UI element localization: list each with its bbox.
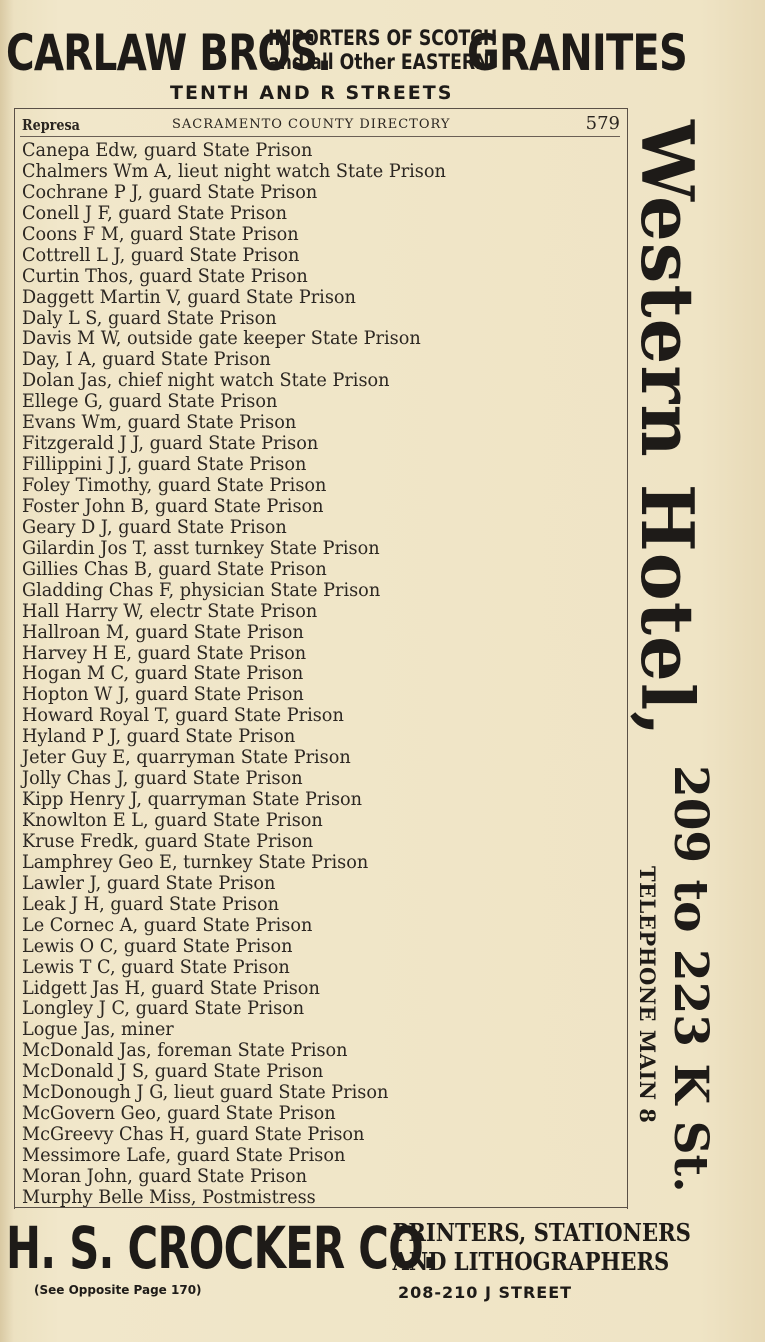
directory-entry: Canepa Edw, guard State Prison bbox=[22, 139, 313, 161]
directory-entry: Hopton W J, guard State Prison bbox=[22, 683, 304, 706]
directory-entry: Gillies Chas B, guard State Prison bbox=[22, 557, 327, 580]
directory-entry: McDonough J G, lieut guard State Prison bbox=[22, 1081, 389, 1104]
directory-entry: Coons F M, guard State Prison bbox=[22, 222, 299, 245]
directory-entry: Jeter Guy E, quarryman State Prison bbox=[22, 746, 351, 769]
directory-entry: Davis M W, outside gate keeper State Prison bbox=[22, 327, 421, 350]
top-ad-line2: and all Other EASTERN bbox=[268, 50, 490, 74]
directory-entry: McGovern Geo, guard State Prison bbox=[22, 1102, 336, 1125]
bottom-ad-line1: PRINTERS, STATIONERS bbox=[392, 1218, 691, 1247]
bottom-ad-line2: AND LITHOGRAPHERS bbox=[392, 1247, 670, 1276]
directory-entry: McDonald J S, guard State Prison bbox=[22, 1060, 324, 1083]
directory-entry: McDonald Jas, foreman State Prison bbox=[22, 1039, 348, 1062]
directory-entry: Dolan Jas, chief night watch State Prison bbox=[22, 369, 390, 392]
side-ad-address: 209 to 223 K St. bbox=[663, 765, 718, 1193]
directory-entry: Hall Harry W, electr State Prison bbox=[22, 599, 318, 622]
directory-entry: Kipp Henry J, quarryman State Prison bbox=[22, 788, 363, 811]
bottom-ad-brand: H. S. CROCKER CO. bbox=[6, 1214, 438, 1282]
directory-entry: Foster John B, guard State Prison bbox=[22, 494, 324, 517]
directory-entry: Hallroan M, guard State Prison bbox=[22, 620, 304, 643]
directory-entry: Messimore Lafe, guard State Prison bbox=[22, 1144, 346, 1166]
side-ad-hotel-name: Western Hotel, bbox=[625, 120, 710, 738]
directory-entry: Knowlton E L, guard State Prison bbox=[22, 809, 323, 831]
directory-entry: Ellege G, guard State Prison bbox=[22, 390, 278, 413]
bottom-ad-note: (See Opposite Page 170) bbox=[34, 1283, 202, 1297]
side-ad-hotel bbox=[625, 108, 716, 748]
directory-entry: Lewis O C, guard State Prison bbox=[22, 934, 293, 957]
directory-entry: Curtin Thos, guard State Prison bbox=[22, 264, 308, 287]
directory-entry: Evans Wm, guard State Prison bbox=[22, 411, 297, 434]
directory-entry: McGreevy Chas H, guard State Prison bbox=[22, 1123, 365, 1146]
directory-entry: Geary D J, guard State Prison bbox=[22, 515, 287, 538]
bottom-rule bbox=[14, 1207, 628, 1208]
page-number: 579 bbox=[585, 113, 620, 134]
header-section: Represa bbox=[22, 116, 80, 134]
directory-entry: Hyland P J, guard State Prison bbox=[22, 725, 296, 748]
directory-entry: Lawler J, guard State Prison bbox=[22, 871, 276, 894]
directory-entry: Lewis T C, guard State Prison bbox=[22, 955, 290, 978]
directory-entry: Chalmers Wm A, lieut night watch State Prison bbox=[22, 159, 446, 182]
top-ad-line1: IMPORTERS OF SCOTCH bbox=[268, 26, 498, 50]
directory-entry: Kruse Fredk, guard State Prison bbox=[22, 829, 314, 852]
side-ad-phone: TELEPHONE MAIN 8 bbox=[635, 866, 660, 1124]
directory-entry: Le Cornec A, guard State Prison bbox=[22, 913, 313, 936]
top-ad-tagline bbox=[268, 26, 498, 74]
top-ad-brand: CARLAW BROS. bbox=[6, 24, 332, 82]
directory-entry: Jolly Chas J, guard State Prison bbox=[22, 767, 303, 790]
directory-entry: Fillippini J J, guard State Prison bbox=[22, 453, 307, 476]
running-header bbox=[20, 114, 620, 137]
directory-entry: Moran John, guard State Prison bbox=[22, 1164, 308, 1187]
directory-entry: Hogan M C, guard State Prison bbox=[22, 662, 304, 685]
directory-entry: Gilardin Jos T, asst turnkey State Prison bbox=[22, 536, 380, 559]
directory-entry: Daggett Martin V, guard State Prison bbox=[22, 285, 356, 308]
directory-entry: Gladding Chas F, physician State Prison bbox=[22, 578, 381, 601]
directory-entry: Day, I A, guard State Prison bbox=[22, 348, 271, 371]
directory-entries bbox=[22, 140, 622, 1208]
directory-entry: Cochrane P J, guard State Prison bbox=[22, 180, 318, 203]
directory-entry: Harvey H E, guard State Prison bbox=[22, 641, 307, 664]
directory-entry: Murphy Belle Miss, Postmistress bbox=[22, 1185, 316, 1208]
top-advertisement bbox=[0, 18, 687, 108]
bottom-ad-address: 208-210 J STREET bbox=[398, 1283, 573, 1302]
header-title: SACRAMENTO COUNTY DIRECTORY bbox=[172, 117, 451, 132]
directory-entry: Longley J C, guard State Prison bbox=[22, 997, 305, 1020]
directory-entry: Daly L S, guard State Prison bbox=[22, 306, 277, 329]
directory-entry: Lidgett Jas H, guard State Prison bbox=[22, 976, 320, 999]
directory-entry: Conell J F, guard State Prison bbox=[22, 201, 287, 224]
directory-entry: Foley Timothy, guard State Prison bbox=[22, 474, 327, 496]
directory-entry: Howard Royal T, guard State Prison bbox=[22, 704, 344, 727]
directory-entry: Cottrell L J, guard State Prison bbox=[22, 243, 300, 266]
top-ad-product: GRANITES bbox=[467, 24, 687, 82]
directory-entry: Fitzgerald J J, guard State Prison bbox=[22, 432, 319, 455]
bottom-ad-services bbox=[376, 1218, 691, 1276]
directory-entry: Leak J H, guard State Prison bbox=[22, 892, 279, 915]
directory-entry: Logue Jas, miner bbox=[22, 1018, 174, 1041]
top-ad-address: TENTH AND R STREETS bbox=[170, 82, 454, 104]
directory-entry: Lamphrey Geo E, turnkey State Prison bbox=[22, 850, 369, 873]
